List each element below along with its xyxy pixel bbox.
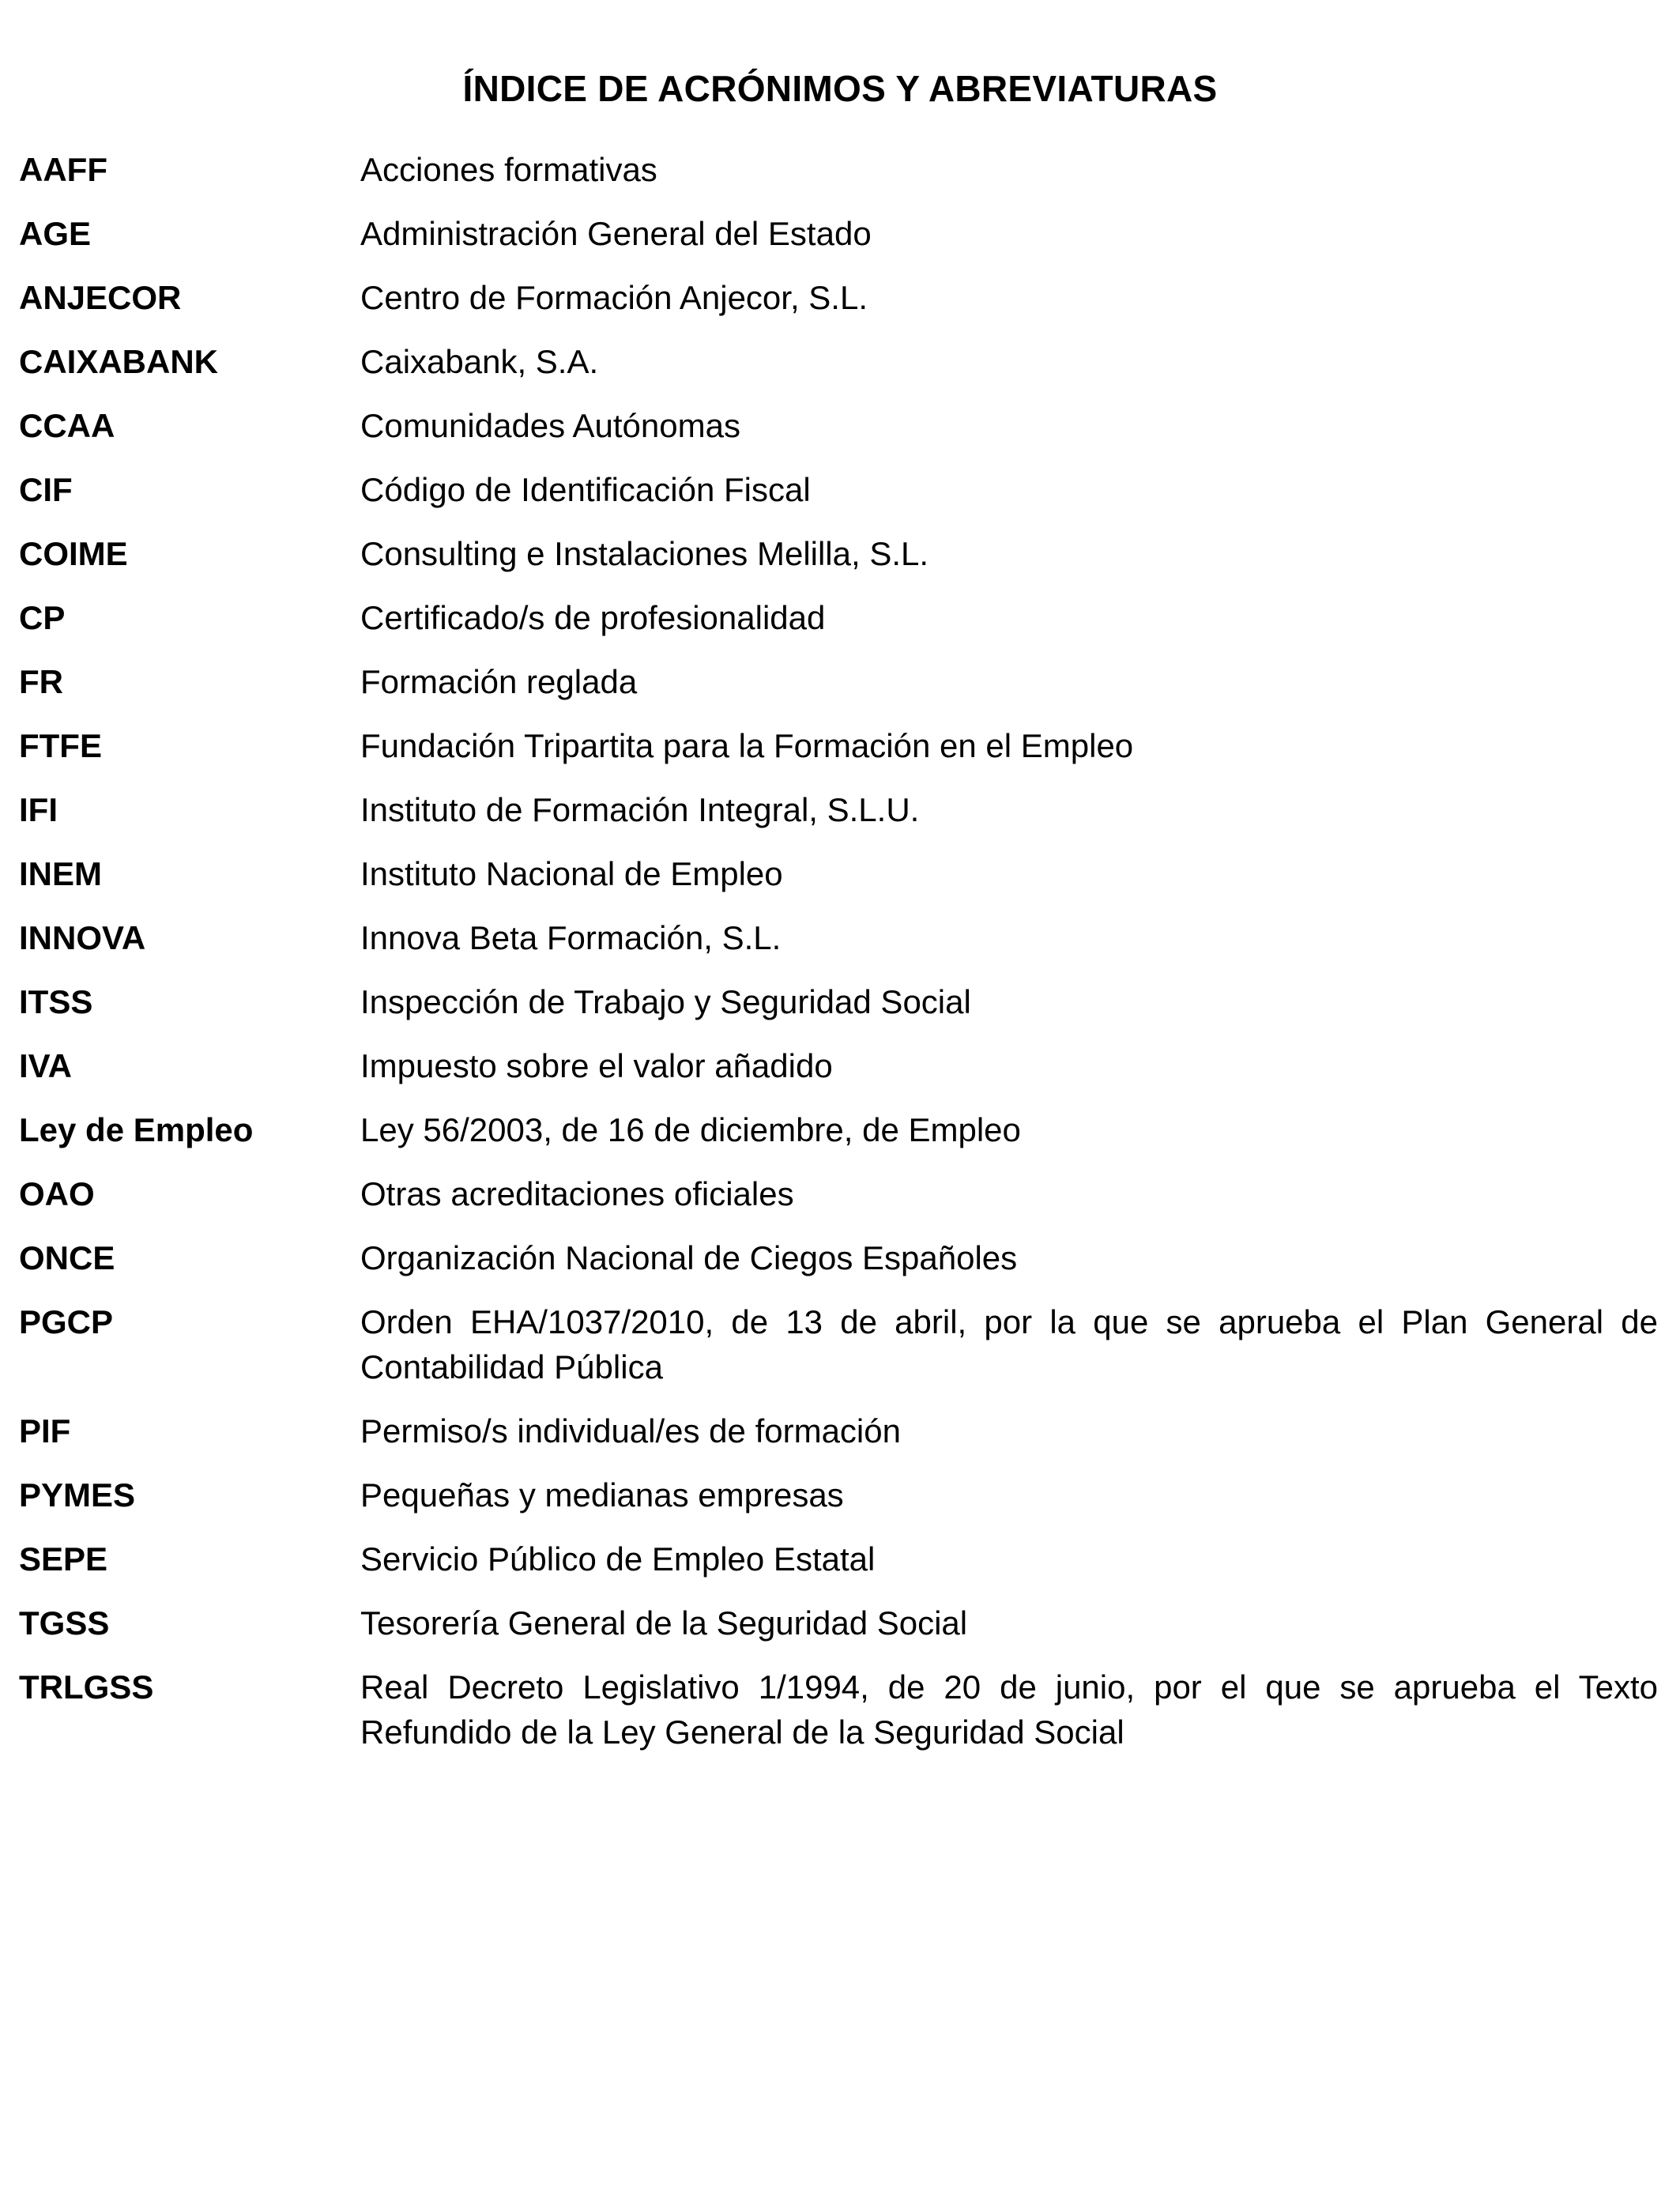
list-item [19, 403, 1661, 448]
acronym: ITSS [19, 983, 93, 1020]
definition: Organización Nacional de Ciegos Españoles [360, 1239, 1018, 1276]
definition: Comunidades Autónomas [360, 407, 740, 444]
definition: Centro de Formación Anjecor, S.L. [360, 279, 868, 316]
list-item [19, 723, 1661, 768]
list-item [19, 211, 1661, 256]
list-item [19, 1043, 1661, 1088]
list-item [19, 1664, 1661, 1755]
acronym: AGE [19, 215, 92, 252]
list-item [19, 787, 1661, 832]
definition: Inspección de Trabajo y Seguridad Social [360, 983, 971, 1020]
acronym: INNOVA [19, 919, 146, 956]
definition: Fundación Tripartita para la Formación en el Empleo [360, 727, 1134, 764]
acronym: PGCP [19, 1303, 114, 1340]
list-item [19, 1235, 1661, 1280]
acronym: AAFF [19, 151, 107, 188]
definition: Código de Identificación Fiscal [360, 471, 811, 508]
acronym: SEPE [19, 1540, 108, 1578]
definition: Orden EHA/1037/2010, de 13 de abril, por la que se aprueba el Plan General de Contabilidad Pública [360, 1303, 1658, 1385]
definition: Innova Beta Formación, S.L. [360, 919, 782, 956]
list-item [19, 467, 1661, 512]
definition: Certificado/s de profesionalidad [360, 599, 826, 636]
definition: Acciones formativas [360, 151, 657, 188]
acronym: PIF [19, 1412, 71, 1449]
acronym: PYMES [19, 1476, 136, 1514]
page-title: ÍNDICE DE ACRÓNIMOS Y ABREVIATURAS [462, 68, 1218, 109]
acronym: CAIXABANK [19, 343, 218, 380]
definition: Administración General del Estado [360, 215, 872, 252]
acronym: IFI [19, 791, 58, 828]
definition: Pequeñas y medianas empresas [360, 1476, 844, 1514]
acronym: FTFE [19, 727, 102, 764]
list-item [19, 1299, 1661, 1389]
definition: Instituto Nacional de Empleo [360, 855, 783, 892]
list-item [19, 659, 1661, 704]
acronym: COIME [19, 535, 128, 572]
definition: Permiso/s individual/es de formación [360, 1412, 901, 1449]
list-item [19, 339, 1661, 384]
acronym: ONCE [19, 1239, 115, 1276]
definition: Caixabank, S.A. [360, 343, 599, 380]
acronym: FR [19, 663, 63, 700]
list-item [19, 1472, 1661, 1517]
acronym: ANJECOR [19, 279, 182, 316]
list-item [19, 595, 1661, 640]
list-item [19, 915, 1661, 960]
acronym: IVA [19, 1047, 72, 1084]
definition: Ley 56/2003, de 16 de diciembre, de Empleo [360, 1111, 1021, 1148]
list-item [19, 1107, 1661, 1152]
definition: Tesorería General de la Seguridad Social [360, 1604, 968, 1642]
acronym: INEM [19, 855, 102, 892]
list-item [19, 851, 1661, 896]
definition: Otras acreditaciones oficiales [360, 1175, 794, 1212]
acronym: TGSS [19, 1604, 110, 1642]
definition: Servicio Público de Empleo Estatal [360, 1540, 876, 1578]
acronym: CCAA [19, 407, 115, 444]
list-item [19, 1171, 1661, 1216]
acronym: Ley de Empleo [19, 1111, 254, 1148]
list-item [19, 1600, 1661, 1646]
acronym: CP [19, 599, 66, 636]
definition: Formación reglada [360, 663, 638, 700]
list-item [19, 147, 1661, 192]
list-item [19, 979, 1661, 1024]
list-item [19, 1408, 1661, 1453]
list-item [19, 531, 1661, 576]
definition: Consulting e Instalaciones Melilla, S.L. [360, 535, 929, 572]
acronym: TRLGSS [19, 1668, 154, 1706]
definition: Impuesto sobre el valor añadido [360, 1047, 833, 1084]
acronym: CIF [19, 471, 73, 508]
list-item [19, 1536, 1661, 1581]
definition: Instituto de Formación Integral, S.L.U. [360, 791, 920, 828]
acronym-list [19, 147, 1661, 1774]
list-item [19, 275, 1661, 320]
definition: Real Decreto Legislativo 1/1994, de 20 de junio, por el que se aprueba el Texto Refundido de la Ley General de la Seguridad Social [360, 1668, 1658, 1751]
acronym: OAO [19, 1175, 95, 1212]
